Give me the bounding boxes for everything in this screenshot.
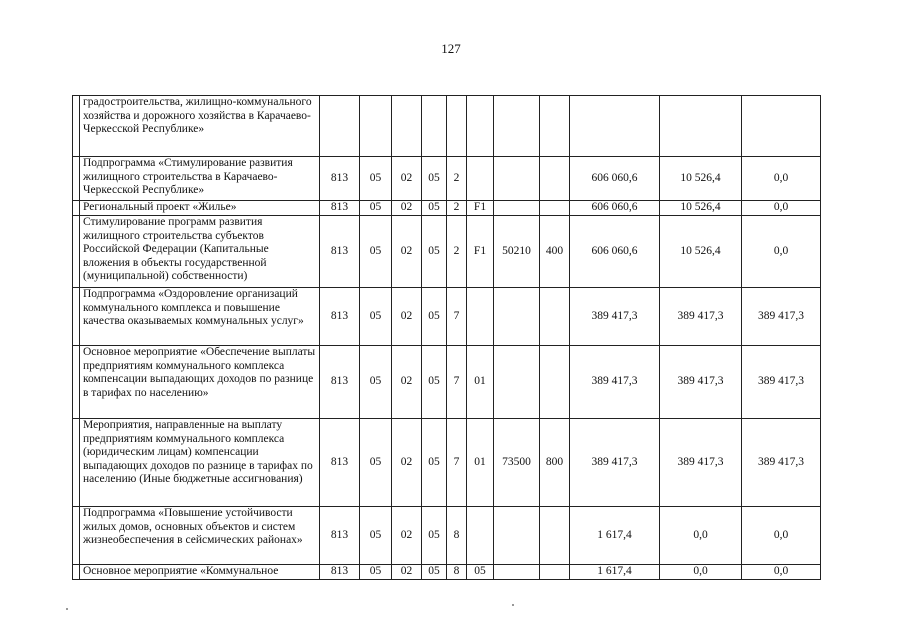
cell-csr4: [494, 565, 540, 580]
cell-csr4: [494, 96, 540, 157]
indent-cell: [73, 507, 80, 565]
cell-ved: [320, 96, 360, 157]
row-name: Основное мероприятие «Коммунальное: [80, 565, 320, 580]
table-row: [73, 288, 821, 346]
cell-pr: 02: [392, 419, 422, 507]
cell-csr1: 05: [422, 288, 447, 346]
cell-pr: 02: [392, 288, 422, 346]
cell-csr1: 05: [422, 346, 447, 419]
cell-csr1: 05: [422, 565, 447, 580]
cell-sum-3: 0,0: [742, 216, 821, 288]
cell-csr3: F1: [467, 201, 494, 216]
indent-cell: [73, 96, 80, 157]
cell-sum-1: 1 617,4: [570, 507, 660, 565]
cell-pr: 02: [392, 157, 422, 201]
cell-ved: 813: [320, 346, 360, 419]
cell-sum-3: 0,0: [742, 565, 821, 580]
cell-sum-1: 389 417,3: [570, 288, 660, 346]
cell-pr: 02: [392, 346, 422, 419]
cell-rz: 05: [360, 157, 392, 201]
table-row: [73, 216, 821, 288]
cell-pr: 02: [392, 507, 422, 565]
cell-rz: 05: [360, 201, 392, 216]
table-body: [73, 96, 821, 580]
cell-sum-1: 606 060,6: [570, 201, 660, 216]
row-name: Региональный проект «Жилье»: [80, 201, 320, 216]
cell-sum-2: 10 526,4: [660, 201, 742, 216]
row-name: Мероприятия, направленные на выплату предприятиям коммунального комплекса (юридическим лицам) компенсации выпадающих доходов по разнице в тарифах по населению (Иные бюджетные ассигнования): [80, 419, 320, 507]
cell-sum-2: 0,0: [660, 565, 742, 580]
cell-csr3: 05: [467, 565, 494, 580]
cell-ved: 813: [320, 201, 360, 216]
cell-sum-2: 389 417,3: [660, 419, 742, 507]
row-name: Стимулирование программ развития жилищного строительства субъектов Российской Федерации (Капитальные вложения в объекты государственной (муниципальной) собственности): [80, 216, 320, 288]
cell-ved: 813: [320, 565, 360, 580]
indent-cell: [73, 216, 80, 288]
indent-cell: [73, 346, 80, 419]
row-name: Подпрограмма «Оздоровление организаций коммунального комплекса и повышение качества оказываемых коммунальных услуг»: [80, 288, 320, 346]
page-number: 127: [441, 41, 461, 56]
cell-rz: 05: [360, 565, 392, 580]
cell-csr4: 50210: [494, 216, 540, 288]
cell-csr4: [494, 157, 540, 201]
cell-vr: [540, 288, 570, 346]
row-name: градостроительства, жилищно-коммунального хозяйства и дорожного хозяйства в Карачаево-Черкесской Республике»: [80, 96, 320, 157]
cell-csr2: 7: [447, 288, 467, 346]
cell-sum-3: 0,0: [742, 157, 821, 201]
cell-sum-1: 389 417,3: [570, 419, 660, 507]
indent-cell: [73, 288, 80, 346]
scan-speck: [512, 604, 514, 606]
cell-sum-2: 10 526,4: [660, 216, 742, 288]
cell-vr: [540, 157, 570, 201]
cell-csr4: [494, 346, 540, 419]
cell-csr1: 05: [422, 201, 447, 216]
cell-ved: 813: [320, 288, 360, 346]
cell-csr3: [467, 157, 494, 201]
cell-sum-1: [570, 96, 660, 157]
cell-csr4: [494, 507, 540, 565]
cell-rz: 05: [360, 216, 392, 288]
cell-sum-3: 0,0: [742, 507, 821, 565]
cell-vr: [540, 507, 570, 565]
cell-sum-2: 10 526,4: [660, 157, 742, 201]
cell-csr2: 7: [447, 346, 467, 419]
cell-csr4: [494, 288, 540, 346]
cell-csr3: [467, 507, 494, 565]
row-name: Основное мероприятие «Обеспечение выплаты предприятиям коммунального комплекса компенсации выпадающих доходов по разнице в тарифах по населению»: [80, 346, 320, 419]
indent-cell: [73, 201, 80, 216]
cell-csr3: F1: [467, 216, 494, 288]
cell-sum-2: 389 417,3: [660, 346, 742, 419]
cell-csr1: 05: [422, 507, 447, 565]
cell-pr: 02: [392, 216, 422, 288]
indent-cell: [73, 419, 80, 507]
cell-csr3: [467, 96, 494, 157]
cell-rz: 05: [360, 419, 392, 507]
cell-pr: 02: [392, 565, 422, 580]
indent-cell: [73, 157, 80, 201]
cell-csr1: 05: [422, 419, 447, 507]
cell-sum-2: 389 417,3: [660, 288, 742, 346]
indent-cell: [73, 565, 80, 580]
cell-csr3: 01: [467, 419, 494, 507]
cell-ved: 813: [320, 507, 360, 565]
cell-rz: 05: [360, 346, 392, 419]
cell-csr2: 2: [447, 216, 467, 288]
cell-ved: 813: [320, 216, 360, 288]
table-row: [73, 565, 821, 580]
table-row: [73, 201, 821, 216]
cell-vr: [540, 201, 570, 216]
cell-csr3: [467, 288, 494, 346]
cell-csr3: 01: [467, 346, 494, 419]
cell-csr2: 2: [447, 157, 467, 201]
cell-sum-3: 389 417,3: [742, 346, 821, 419]
cell-csr1: 05: [422, 157, 447, 201]
cell-vr: 400: [540, 216, 570, 288]
cell-sum-2: [660, 96, 742, 157]
cell-csr4: 73500: [494, 419, 540, 507]
cell-csr2: [447, 96, 467, 157]
cell-csr4: [494, 201, 540, 216]
cell-csr2: 8: [447, 507, 467, 565]
table-row: [73, 96, 821, 157]
cell-sum-3: 389 417,3: [742, 288, 821, 346]
cell-vr: 800: [540, 419, 570, 507]
row-name: Подпрограмма «Стимулирование развития жилищного строительства в Карачаево-Черкесской Республике»: [80, 157, 320, 201]
cell-csr2: 7: [447, 419, 467, 507]
cell-rz: 05: [360, 288, 392, 346]
cell-sum-3: [742, 96, 821, 157]
scan-speck: [66, 608, 68, 610]
cell-csr2: 8: [447, 565, 467, 580]
budget-table: [72, 95, 821, 580]
cell-csr1: 05: [422, 216, 447, 288]
cell-rz: [360, 96, 392, 157]
table-row: [73, 157, 821, 201]
cell-sum-3: 389 417,3: [742, 419, 821, 507]
cell-vr: [540, 96, 570, 157]
cell-sum-1: 1 617,4: [570, 565, 660, 580]
cell-sum-1: 606 060,6: [570, 216, 660, 288]
row-name: Подпрограмма «Повышение устойчивости жилых домов, основных объектов и систем жизнеобеспечения в сейсмических районах»: [80, 507, 320, 565]
cell-csr2: 2: [447, 201, 467, 216]
table-row: [73, 346, 821, 419]
cell-vr: [540, 565, 570, 580]
cell-sum-1: 606 060,6: [570, 157, 660, 201]
cell-rz: 05: [360, 507, 392, 565]
cell-vr: [540, 346, 570, 419]
cell-sum-3: 0,0: [742, 201, 821, 216]
table-row: [73, 507, 821, 565]
cell-pr: [392, 96, 422, 157]
cell-ved: 813: [320, 157, 360, 201]
cell-sum-2: 0,0: [660, 507, 742, 565]
cell-pr: 02: [392, 201, 422, 216]
cell-sum-1: 389 417,3: [570, 346, 660, 419]
cell-csr1: [422, 96, 447, 157]
table-row: [73, 419, 821, 507]
cell-ved: 813: [320, 419, 360, 507]
